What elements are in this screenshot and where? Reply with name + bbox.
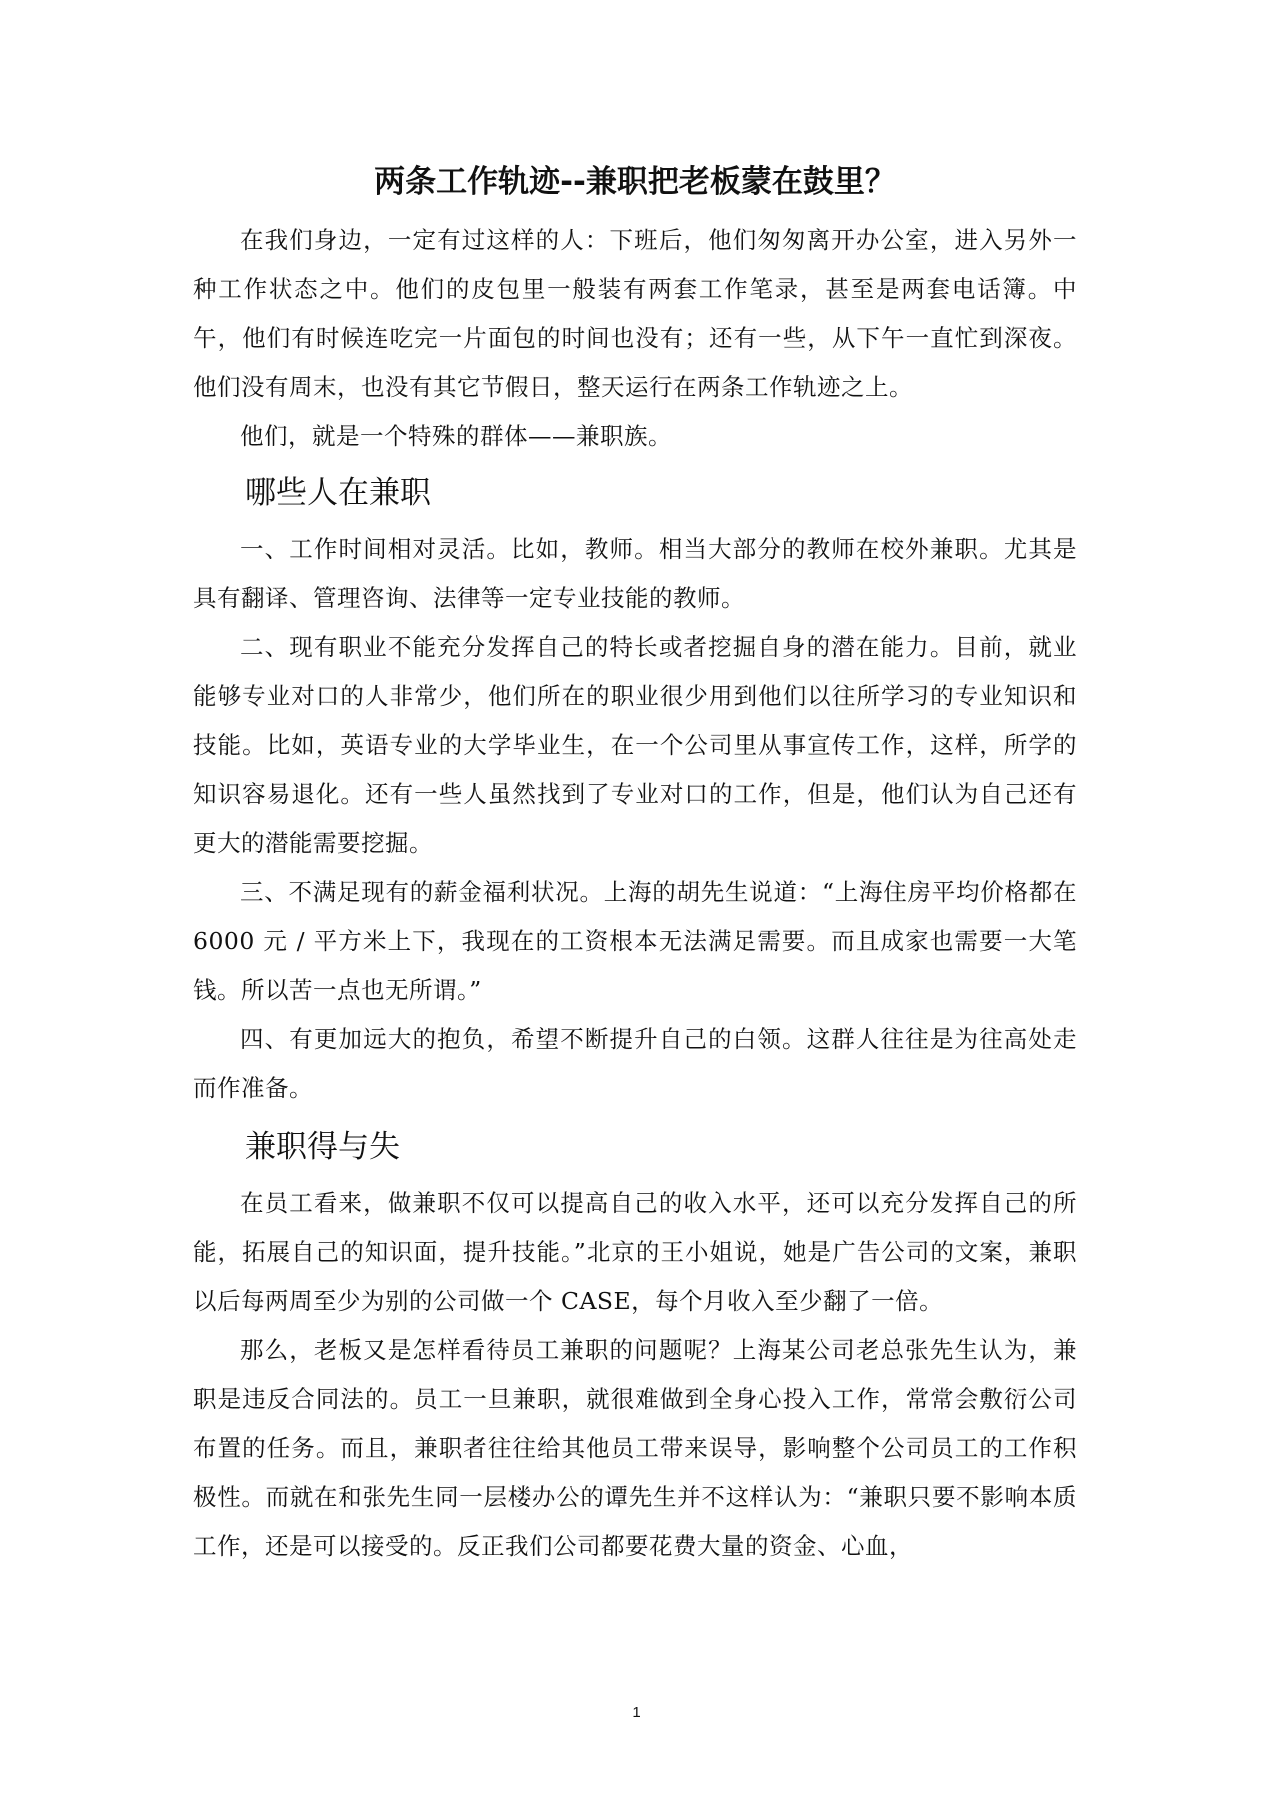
section1-paragraph-2: 二、现有职业不能充分发挥自己的特长或者挖掘自身的潜在能力。目前，就业能够专业对口的人非常少，他们所在的职业很少用到他们以往所学习的专业知识和技能。比如，英语专业的大学毕业生，在一个公司里从事宣传工作，这样，所学的知识容易退化。还有一些人虽然找到了专业对口的工作，但是，他们认为自己还有更大的潜能需要挖掘。: [193, 633, 1077, 857]
intro-paragraph-1: 在我们身边，一定有过这样的人：下班后，他们匆匆离开办公室，进入另外一种工作状态之中。他们的皮包里一般装有两套工作笔录，甚至是两套电话簿。中午，他们有时候连吃完一片面包的时间也没有；还有一些，从下午一直忙到深夜。他们没有周末，也没有其它节假日，整天运行在两条工作轨迹之上。: [193, 226, 1077, 401]
page-number: 1: [632, 1704, 641, 1721]
document-title: 两条工作轨迹--兼职把老板蒙在鼓里？: [374, 164, 896, 200]
section1-paragraph-1: 一、工作时间相对灵活。比如，教师。相当大部分的教师在校外兼职。尤其是具有翻译、管理咨询、法律等一定专业技能的教师。: [193, 535, 1077, 612]
section2-paragraph-2: 那么，老板又是怎样看待员工兼职的问题呢？上海某公司老总张先生认为，兼职是违反合同法的。员工一旦兼职，就很难做到全身心投入工作，常常会敷衍公司布置的任务。而且，兼职者往往给其他员工带来误导，影响整个公司员工的工作积极性。而就在和张先生同一层楼办公的谭先生并不这样认为：“兼职只要不影响本质工作，还是可以接受的。反正我们公司都要花费大量的资金、心血，: [193, 1336, 1077, 1560]
section-heading-gains-and-losses: 兼职得与失: [245, 1129, 400, 1165]
section-heading-who-works-part-time: 哪些人在兼职: [245, 475, 431, 511]
intro-paragraph-2: 他们，就是一个特殊的群体——兼职族。: [240, 422, 672, 450]
section1-paragraph-4: 四、有更加远大的抱负，希望不断提升自己的白领。这群人往往是为往高处走而作准备。: [193, 1025, 1077, 1102]
document-body: [193, 160, 1077, 1571]
section2-paragraph-1: 在员工看来，做兼职不仅可以提高自己的收入水平，还可以充分发挥自己的所能，拓展自己的知识面，提升技能。”北京的王小姐说，她是广告公司的文案，兼职以后每两周至少为别的公司做一个 CASE，每个月收入至少翻了一倍。: [193, 1189, 1077, 1315]
section1-paragraph-3: 三、不满足现有的薪金福利状况。上海的胡先生说道：“上海住房平均价格都在 6000 元 / 平方米上下，我现在的工资根本无法满足需要。而且成家也需要一大笔钱。所以苦一点也无所谓。”: [193, 878, 1077, 1004]
